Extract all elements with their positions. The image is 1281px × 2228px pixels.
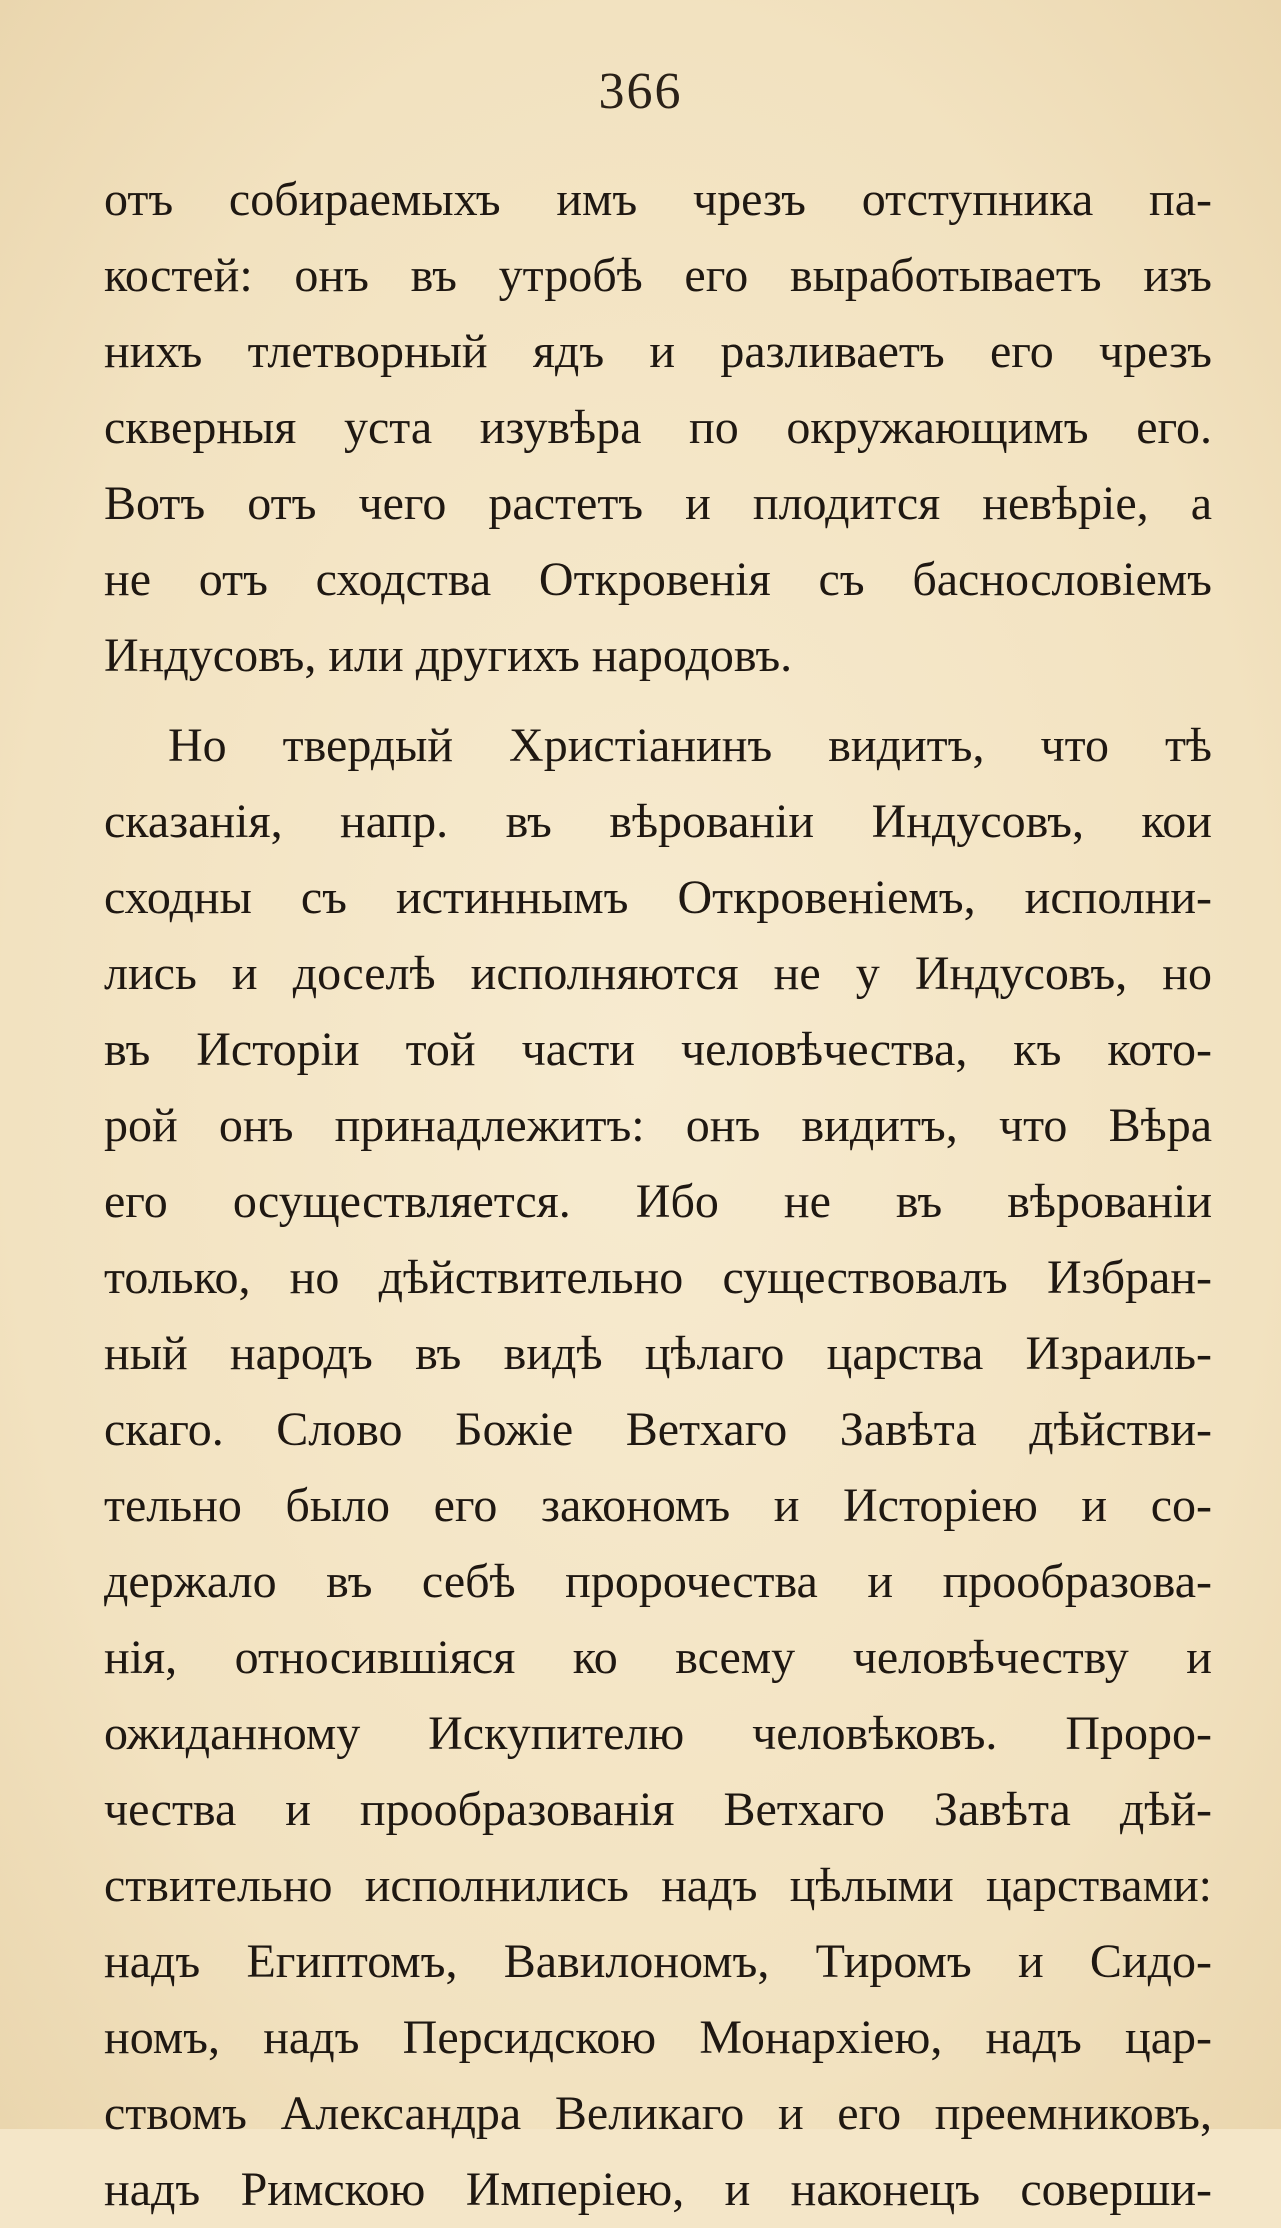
text-line: только, но дѣйствительно существовалъ Избран- [104,1251,1212,1304]
text-line: скаго. Слово Божіе Ветхаго Завѣта дѣйстви- [104,1403,1212,1456]
body-text [104,162,1212,2228]
text-line: отъ собираемыхъ имъ чрезъ отступника па- [104,173,1212,226]
text-line: нихъ тлетворный ядъ и разливаетъ его чрезъ [104,325,1212,378]
text-line: въ Исторіи той части человѣчества, къ кото- [104,1023,1212,1076]
text-line: ствомъ Александра Великаго и его преемниковъ, [104,2087,1212,2140]
text-line: ный народъ въ видѣ цѣлаго царства Израиль- [104,1327,1212,1380]
text-line: его осуществляется. Ибо не въ вѣрованіи [104,1175,1212,1228]
text-line: ожиданному Искупителю человѣковъ. Проро- [104,1707,1212,1760]
paragraph-gap [104,694,1212,708]
text-line: надъ Римскою Имперіею, и наконецъ соверши- [104,2163,1212,2216]
text-line: рой онъ принадлежитъ: онъ видитъ, что Вѣра [104,1099,1212,1152]
text-line: Индусовъ, или другихъ народовъ. [104,629,793,682]
text-line: номъ, надъ Персидскою Монархіею, надъ цар- [104,2011,1212,2064]
text-line: ствительно исполнились надъ цѣлыми царствами: [104,1859,1212,1912]
text-line: не отъ сходства Откровенія съ баснословіемъ [104,553,1212,606]
paragraph-1 [104,162,1212,694]
text-line: костей: онъ въ утробѣ его выработываетъ изъ [104,249,1212,302]
text-line: лись и доселѣ исполняются не у Индусовъ, но [104,947,1212,1000]
text-line: держало въ себѣ пророчества и прообразова- [104,1555,1212,1608]
text-line: нія, относившіяся ко всему человѣчеству и [104,1631,1212,1684]
text-line: Вотъ отъ чего растетъ и плодится невѣріе, а [104,477,1212,530]
page-number: 366 [598,63,683,120]
text-line: чества и прообразованія Ветхаго Завѣта дѣй- [104,1783,1212,1836]
text-line: тельно было его закономъ и Исторіею и со- [104,1479,1212,1532]
text-line: надъ Египтомъ, Вавилономъ, Тиромъ и Сидо- [104,1935,1212,1988]
text-line: скверныя уста изувѣра по окружающимъ его. [104,401,1212,454]
text-line: сходны съ истиннымъ Откровеніемъ, исполни- [104,871,1212,924]
text-line: сказанія, напр. въ вѣрованіи Индусовъ, кои [104,795,1212,848]
paragraph-2 [104,708,1212,2228]
text-line: Но твердый Христіанинъ видитъ, что тѣ [168,719,1212,772]
